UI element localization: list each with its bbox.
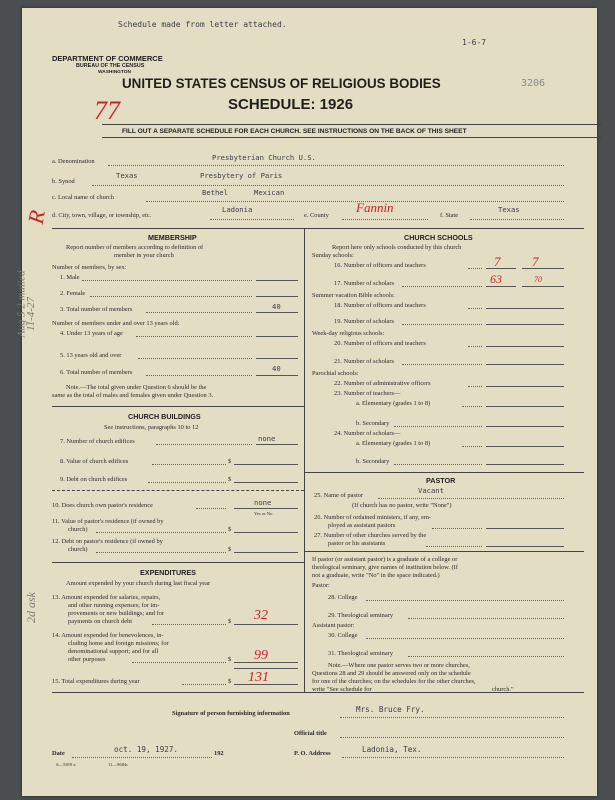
pastor-note-2: Questions 28 and 29 should be answered only on the schedule (312, 670, 471, 677)
pastor-college-label: 28. College (328, 594, 358, 601)
membership-note-2: same as the total of males and females given under Question 3. (52, 392, 214, 399)
po-address-label: P. O. Address (294, 750, 331, 757)
pastor-seminary-label: 29. Theological seminary (328, 612, 394, 619)
date-label: Date (52, 750, 65, 757)
other-churches-label-2: pastor or his assistants (328, 540, 386, 547)
pastor-note-3: for one of the churches; on the schedules for the other churches, (312, 678, 476, 685)
admin-officers-label: 22. Number of administrative officers (334, 380, 431, 387)
presbytery-value: Presbytery of Paris (200, 171, 283, 180)
denomination-label: a. Denomination (52, 158, 95, 165)
expenditures-sub: Amount expended by your church during last fiscal year (66, 580, 211, 587)
dollar-sign: $ (228, 546, 232, 553)
under-13-label: 4. Under 13 years of age (60, 330, 123, 337)
residence-value-label: 11. Value of pastor's residence (if owned by (52, 518, 164, 525)
city-label: d. City, town, village, or township, etc. (52, 212, 152, 219)
pastor-note-5: church." (492, 686, 514, 693)
residence-debt-label-2: church) (68, 546, 88, 553)
summer-schools-label: Summer vacation Bible schools: (312, 292, 395, 299)
local-name-label: c. Local name of church (52, 194, 114, 201)
sunday-teachers-label: 16. Number of officers and teachers (334, 262, 426, 269)
members-by-age-label: Number of members under and over 13 years old: (52, 320, 180, 327)
assistant-ministers-label-2: ployed as assistant pastors (328, 522, 396, 529)
benevolences-label-4: other purposes (68, 656, 106, 663)
schools-heading: CHURCH SCHOOLS (404, 233, 473, 242)
edifices-debt-label: 9. Debt on church edifices (60, 476, 128, 483)
graduate-instruction-2: theological seminary, give names of institution below. (If (312, 564, 458, 571)
margin-r-mark: R (22, 208, 50, 226)
sunday-scholars-label: 17. Number of scholars (334, 280, 394, 287)
pastor-sub-label: Pastor: (312, 582, 330, 589)
dept-name: DEPARTMENT OF COMMERCE (52, 54, 163, 63)
po-address-value: Ladonia, Tex. (362, 745, 422, 754)
sunday-scholars-value: 63 (490, 272, 502, 286)
yes-no-hint: Yes or No (254, 511, 273, 516)
running-expenses-label-4: payments on church debt (68, 618, 133, 625)
pastor-name-hint: (If church has no pastor, write "None") (352, 502, 452, 509)
form-code-2: 11—9684c (108, 762, 129, 767)
benevolences-value: 99 (254, 648, 268, 663)
female-label: 2. Female (60, 290, 86, 297)
state-value: Texas (498, 205, 520, 214)
dollar-sign: $ (228, 678, 232, 685)
assistant-seminary-label: 31. Theological seminary (328, 650, 394, 657)
total-members-2-label: 6. Total number of members (60, 369, 133, 376)
synod-label: b. Synod (52, 178, 75, 185)
membership-heading: MEMBERSHIP (148, 233, 197, 242)
pastor-heading: PASTOR (426, 476, 456, 485)
benevolences-label-3: denominational support; and for all (68, 648, 159, 655)
elementary-scholars-label: a. Elementary (grades 1 to 8) (356, 440, 431, 447)
margin-note-date: 11-4-27 (25, 296, 38, 332)
form-title: UNITED STATES CENSUS OF RELIGIOUS BODIES (122, 76, 441, 91)
weekday-scholars-label: 21. Number of scholars (334, 358, 394, 365)
residence-debt-label: 12. Debt on pastor's residence (if owned by (52, 538, 163, 545)
members-by-sex-label: Number of members, by sex: (52, 264, 127, 271)
buildings-heading: CHURCH BUILDINGS (128, 412, 201, 421)
date-value: oct. 19, 1927. (114, 745, 179, 754)
pastor-note-1: Note.—Where one pastor serves two or more churches, (328, 662, 470, 669)
teachers-label: 23. Number of teachers— (334, 390, 401, 397)
edifices-count-label: 7. Number of church edifices (60, 438, 135, 445)
form-stamp-number: 3206 (521, 78, 546, 89)
pastor-name-value: Vacant (418, 486, 444, 495)
form-code-1: S—5819 a (56, 762, 76, 767)
margin-note-mailed: Aug 5 2 mailed (15, 270, 28, 338)
dollar-sign: $ (228, 618, 232, 625)
county-label: e. County (304, 212, 329, 219)
secondary-scholars-label: b. Secondary (356, 458, 390, 465)
graduate-instruction-3: not a graduate, write "No" in the space indicated.) (312, 572, 440, 579)
state-label: f. State (440, 212, 459, 219)
county-value: Fannin (356, 200, 394, 215)
synod-value: Texas (116, 171, 138, 180)
schools-sub: Report here only schools conducted by this church (332, 244, 462, 251)
denomination-value: Presbyterian Church U.S. (212, 153, 316, 162)
typed-note: Schedule made from letter attached. (118, 20, 287, 29)
dollar-sign: $ (228, 526, 232, 533)
buildings-sub: See instructions, paragraphs 10 to 12 (104, 424, 199, 431)
summer-scholars-label: 19. Number of scholars (334, 318, 394, 325)
dollar-sign: $ (228, 476, 232, 483)
signature-value: Mrs. Bruce Fry. (356, 705, 425, 714)
total-members-2-value: 40 (272, 364, 281, 373)
dollar-sign: $ (228, 458, 232, 465)
parochial-schools-label: Parochial schools: (312, 370, 359, 377)
margin-note-ask: 2d ask (24, 592, 38, 623)
running-expenses-value: 32 (254, 608, 268, 623)
bureau-name: BUREAU OF THE CENSUS (76, 63, 145, 69)
other-churches-label-1: 27. Number of other churches served by the (314, 532, 427, 539)
graduate-instruction-1: If pastor (or assistant pastor) is a graduate of a college or (312, 556, 458, 563)
membership-sub-2: member in your church (114, 252, 174, 259)
secondary-teachers-label: b. Secondary (356, 420, 390, 427)
total-expenditures-label: 15. Total expenditures during year (52, 678, 140, 685)
total-expenditures-value: 131 (248, 670, 269, 685)
sunday-schools-label: Sunday schools: (312, 252, 354, 259)
local-name-value-2: Mexican (254, 188, 285, 197)
official-title-label: Official title (294, 730, 327, 737)
benevolences-label-2: cluding home and foreign missions; for (68, 640, 169, 647)
scholars-label: 24. Number of scholars— (334, 430, 401, 437)
membership-note-1: Note.—The total given under Question 6 should be the (66, 384, 207, 391)
weekday-teachers-label: 20. Number of officers and teachers (334, 340, 426, 347)
form-instruction: FILL OUT A SEPARATE SCHEDULE FOR EACH CHURCH. SEE INSTRUCTIONS ON THE BACK OF THIS SHEET (122, 128, 467, 135)
city-value: Ladonia (222, 205, 253, 214)
expenditures-heading: EXPENDITURES (140, 568, 196, 577)
pastor-name-label: 25. Name of pastor (314, 492, 363, 499)
year-suffix: 192 (214, 750, 224, 757)
assistant-pastor-label: Assistant pastor: (312, 622, 355, 629)
male-label: 1. Male (60, 274, 80, 281)
benevolences-label-1: 14. Amount expended for benevolences, in- (52, 632, 164, 639)
weekday-schools-label: Week-day religious schools: (312, 330, 385, 337)
sunday-teachers-value-2: 7 (532, 254, 539, 269)
summer-teachers-label: 18. Number of officers and teachers (334, 302, 426, 309)
owns-residence-value: none (254, 498, 272, 507)
edifices-count-value: none (258, 434, 276, 443)
assistant-college-label: 30. College (328, 632, 358, 639)
edifices-value-label: 8. Value of church edifices (60, 458, 129, 465)
running-expenses-label-2: and other running expenses; for im- (68, 602, 160, 609)
membership-sub-1: Report number of members according to definition of (66, 244, 204, 251)
total-members-label: 3. Total number of members (60, 306, 133, 313)
bureau-location: WASHINGTON (98, 70, 131, 75)
form-subtitle: SCHEDULE: 1926 (228, 96, 354, 113)
sunday-teachers-value: 7 (494, 254, 501, 269)
running-expenses-label-1: 13. Amount expended for salaries, repairs, (52, 594, 161, 601)
schedule-code: 1-6-7 (462, 38, 487, 47)
owns-residence-label: 10. Does church own pastor's residence (52, 502, 153, 509)
assistant-ministers-label-1: 26. Number of ordained ministers, if any, em- (314, 514, 432, 521)
elementary-teachers-label: a. Elementary (grades 1 to 8) (356, 400, 431, 407)
census-form (15, 8, 597, 796)
total-members-value: 40 (272, 302, 281, 311)
over-13-label: 5. 13 years old and over (60, 352, 122, 359)
dollar-sign: $ (228, 656, 232, 663)
sunday-scholars-value-2: 70 (534, 275, 542, 284)
pastor-note-4: write "See schedule for (312, 686, 372, 693)
handwritten-number: 77 (94, 96, 120, 125)
running-expenses-label-3: provements or new buildings; and for (68, 610, 165, 617)
residence-value-label-2: church) (68, 526, 88, 533)
signature-label: Signature of person furnishing information (172, 710, 290, 717)
local-name-value: Bethel (202, 188, 228, 197)
